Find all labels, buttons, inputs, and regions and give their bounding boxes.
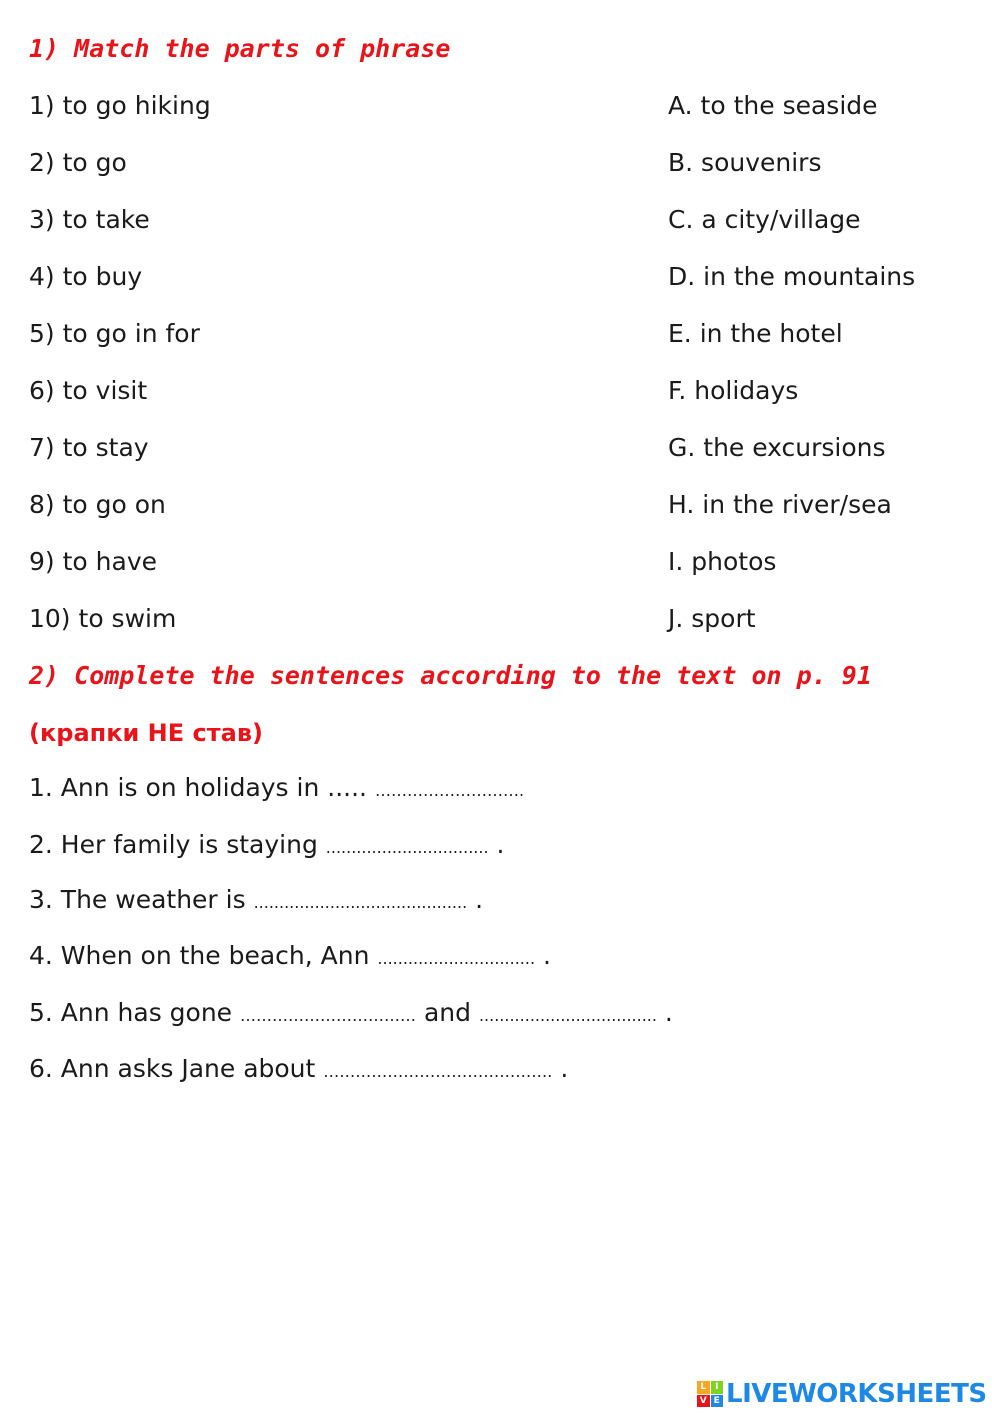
- sentence-text: and: [416, 998, 479, 1027]
- sentence-text: 5. Ann has gone: [29, 998, 241, 1027]
- right-item: J. sport: [668, 604, 756, 633]
- answer-blank[interactable]: ...................................: [478, 1006, 657, 1025]
- sentence-end: .: [656, 998, 673, 1027]
- answer-blank[interactable]: ……………………….: [374, 781, 525, 800]
- answer-blank[interactable]: ……………………………: [240, 1006, 417, 1025]
- right-item: G. the excursions: [668, 433, 886, 462]
- answer-blank[interactable]: ..........................................: [253, 893, 468, 912]
- left-item: 6) to visit: [29, 376, 148, 405]
- right-item: F. holidays: [668, 376, 799, 405]
- right-item: A. to the seaside: [668, 91, 878, 120]
- sentence-end: .: [488, 830, 505, 859]
- sentence: [29, 998, 673, 1031]
- sentence: [29, 941, 551, 974]
- right-item: D. in the mountains: [668, 262, 916, 291]
- answer-blank[interactable]: ...............................: [377, 949, 536, 968]
- left-item: 5) to go in for: [29, 319, 200, 348]
- right-item: H. in the river/sea: [668, 490, 892, 519]
- left-item: 8) to go on: [29, 490, 166, 519]
- sentence: [29, 830, 504, 863]
- liveworksheets-logo: [697, 1378, 987, 1410]
- sentence-text: 4. When on the beach, Ann: [29, 941, 378, 970]
- logo-text: LIVEWORKSHEETS: [726, 1379, 987, 1409]
- answer-blank[interactable]: ................................: [325, 838, 489, 857]
- sentence-text: 6. Ann asks Jane about: [29, 1054, 324, 1083]
- sentence-text: 3. The weather is: [29, 885, 254, 914]
- left-item: 1) to go hiking: [29, 91, 211, 120]
- sentence: [29, 773, 524, 806]
- section2-note: (крапки НЕ став): [29, 719, 263, 747]
- right-item: E. in the hotel: [668, 319, 843, 348]
- sentence-end: .: [552, 1054, 569, 1083]
- left-item: 9) to have: [29, 547, 157, 576]
- section1-title: 1) Match the parts of phrase: [29, 34, 451, 63]
- left-item: 3) to take: [29, 205, 150, 234]
- right-item: I. photos: [668, 547, 777, 576]
- left-item: 7) to stay: [29, 433, 149, 462]
- sentence: [29, 885, 483, 918]
- logo-icon-tile: E: [711, 1395, 724, 1408]
- sentence: [29, 1054, 568, 1087]
- sentence-end: .: [467, 885, 484, 914]
- liveworksheets-logo-icon: [697, 1381, 723, 1407]
- right-item: B. souvenirs: [668, 148, 822, 177]
- left-item: 10) to swim: [29, 604, 177, 633]
- logo-icon-tile: L: [697, 1381, 710, 1394]
- sentence-text: 2. Her family is staying: [29, 830, 326, 859]
- left-item: 4) to buy: [29, 262, 143, 291]
- right-item: C. a city/village: [668, 205, 861, 234]
- sentence-end: .: [535, 941, 551, 970]
- section2-title: 2) Complete the sentences according to the text on p. 91: [29, 661, 872, 690]
- answer-blank[interactable]: …………………………………….: [323, 1062, 553, 1081]
- left-item: 2) to go: [29, 148, 127, 177]
- logo-icon-tile: I: [711, 1381, 724, 1394]
- sentence-text: 1. Ann is on holidays in .....: [29, 773, 375, 802]
- logo-icon-tile: V: [697, 1395, 710, 1408]
